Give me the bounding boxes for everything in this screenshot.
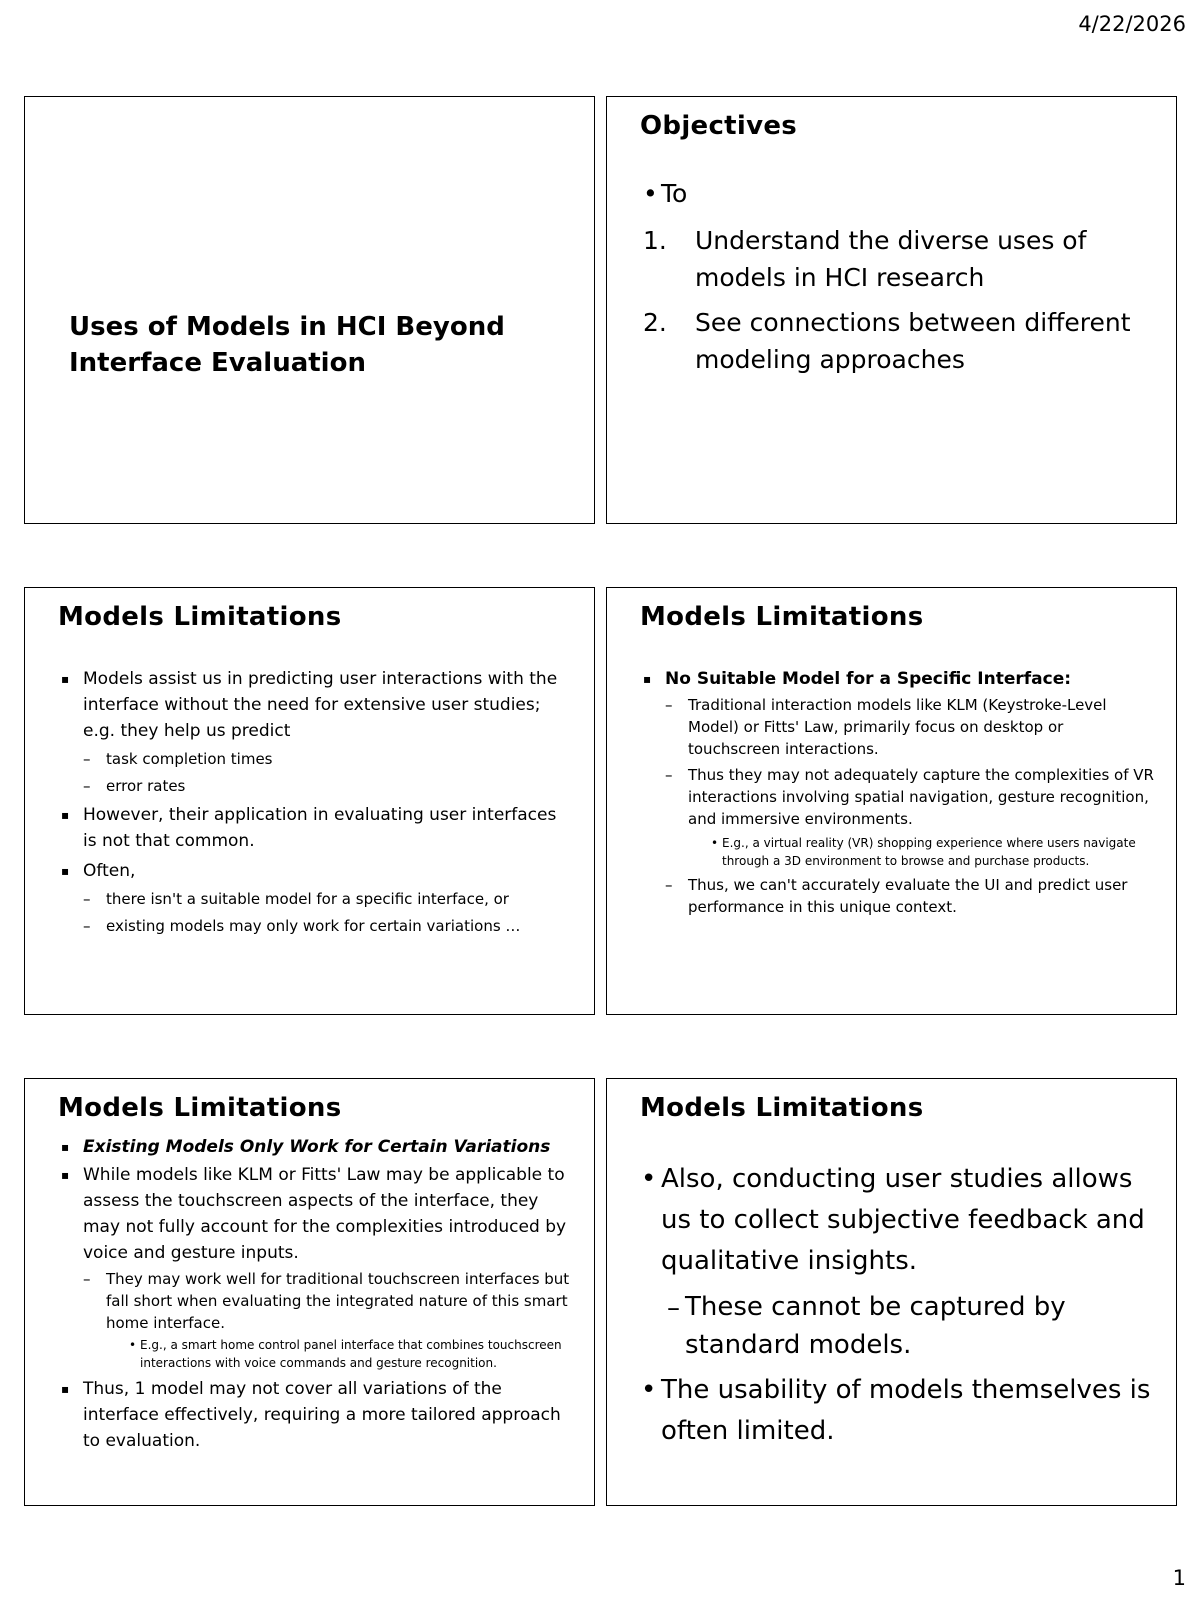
print-date: 4/22/2026: [1078, 12, 1186, 36]
list-item-text: E.g., a virtual reality (VR) shopping experience where users navigate through a 3D environment to browse and purchase products.: [722, 836, 1136, 868]
bullet-icon: •: [641, 1375, 657, 1405]
square-bullet-icon: ▪: [61, 864, 70, 878]
list-item: [61, 666, 574, 744]
list-item-text: task completion times: [106, 750, 273, 768]
slide-title: Models Limitations: [58, 602, 342, 632]
list-item: [61, 1268, 574, 1334]
dash-bullet-icon: –: [83, 777, 91, 795]
list-item: [61, 1376, 574, 1454]
square-bullet-icon: ▪: [61, 1140, 70, 1154]
bullet-icon: •: [643, 179, 658, 208]
list-item: [643, 304, 1156, 378]
number-marker: 2.: [643, 308, 667, 337]
slide-title: Models Limitations: [640, 602, 924, 632]
dash-bullet-icon: –: [83, 750, 91, 768]
slide-5: [24, 1078, 595, 1506]
slide-4: [606, 587, 1177, 1015]
slide-body: [61, 666, 574, 942]
slide-3: [24, 587, 595, 1015]
list-item: [61, 915, 574, 937]
slide-6: [606, 1078, 1177, 1506]
list-item: [61, 775, 574, 797]
bullet-icon: •: [711, 836, 719, 850]
list-item-text: They may work well for traditional touchscreen interfaces but fall short when evaluating the integrated nature of this smart home interface.: [106, 1270, 570, 1332]
list-item-text: However, their application in evaluating user interfaces is not that common.: [83, 805, 557, 851]
list-item: [61, 1336, 574, 1372]
list-item-text: While models like KLM or Fitts' Law may be applicable to assess the touchscreen aspects of the interface, they may not fully account for the complexities introduced by voice and gesture inputs.: [83, 1165, 567, 1263]
slide-title: Models Limitations: [58, 1093, 342, 1123]
list-item-text: there isn't a suitable model for a specific interface, or: [106, 890, 509, 908]
list-item: [643, 222, 1156, 296]
list-item: [643, 764, 1156, 830]
list-item-text: error rates: [106, 777, 186, 795]
dash-bullet-icon: –: [665, 696, 673, 714]
list-item: [643, 175, 1156, 212]
list-item: [61, 858, 574, 884]
slide-body: [641, 1159, 1156, 1458]
list-item-text: E.g., a smart home control panel interface that combines touchscreen interactions with voice commands and gesture recognition.: [140, 1338, 562, 1370]
slide-body: [643, 666, 1156, 922]
square-bullet-icon: ▪: [61, 1168, 70, 1182]
list-item: [641, 1370, 1156, 1452]
square-bullet-icon: ▪: [643, 672, 652, 686]
list-item-text: To: [661, 179, 688, 208]
dash-bullet-icon: –: [83, 1270, 91, 1288]
list-item: [61, 748, 574, 770]
dash-bullet-icon: –: [665, 876, 673, 894]
list-item-text: No Suitable Model for a Specific Interface:: [665, 669, 1072, 689]
list-item-text: See connections between different modeling approaches: [695, 308, 1131, 374]
list-item-text: Existing Models Only Work for Certain Variations: [83, 1137, 551, 1157]
slide-2: [606, 96, 1177, 524]
bullet-icon: •: [641, 1164, 657, 1194]
square-bullet-icon: ▪: [61, 808, 70, 822]
list-item: [643, 694, 1156, 760]
list-item-text: Also, conducting user studies allows us to collect subjective feedback and qualitative insights.: [661, 1164, 1145, 1276]
list-item: [61, 1134, 574, 1160]
list-item-text: Traditional interaction models like KLM (Keystroke-Level Model) or Fitts' Law, primarily focus on desktop or touchscreen interactions.: [688, 696, 1107, 758]
page-number: 1: [1172, 1566, 1186, 1590]
list-item-text: Often,: [83, 861, 136, 881]
square-bullet-icon: ▪: [61, 1382, 70, 1396]
number-marker: 1.: [643, 226, 667, 255]
list-item: [643, 834, 1156, 870]
list-item: [643, 666, 1156, 692]
list-item: [61, 1162, 574, 1266]
slide-body: [643, 175, 1156, 386]
dash-bullet-icon: –: [83, 890, 91, 908]
slide-1: [24, 96, 595, 524]
list-item-text: The usability of models themselves is often limited.: [661, 1375, 1151, 1446]
slide-title: Uses of Models in HCI Beyond Interface Evaluation: [69, 312, 505, 378]
slide-body: [61, 1134, 574, 1456]
list-item: [641, 1159, 1156, 1282]
bullet-icon: •: [129, 1338, 137, 1352]
dash-bullet-icon: –: [667, 1293, 680, 1323]
list-item-text: Models assist us in predicting user interactions with the interface without the need for extensive user studies; e.g. they help us predict: [83, 669, 558, 741]
dash-bullet-icon: –: [83, 917, 91, 935]
list-item-text: Thus they may not adequately capture the complexities of VR interactions involving spatial navigation, gesture recognition, and immersive environments.: [688, 766, 1154, 828]
list-item: [641, 1288, 1156, 1364]
list-item-text: These cannot be captured by standard models.: [685, 1292, 1066, 1360]
list-item-text: Understand the diverse uses of models in HCI research: [695, 226, 1087, 292]
list-item: [61, 802, 574, 854]
list-item-text: Thus, we can't accurately evaluate the UI and predict user performance in this unique context.: [688, 876, 1128, 916]
list-item: [643, 874, 1156, 918]
slide-title: Models Limitations: [640, 1093, 924, 1123]
square-bullet-icon: ▪: [61, 672, 70, 686]
list-item: [61, 888, 574, 910]
dash-bullet-icon: –: [665, 766, 673, 784]
slide-title: Objectives: [640, 111, 798, 141]
list-item-text: existing models may only work for certain variations …: [106, 917, 521, 935]
list-item-text: Thus, 1 model may not cover all variations of the interface effectively, requiring a more tailored approach to evaluation.: [83, 1379, 561, 1451]
